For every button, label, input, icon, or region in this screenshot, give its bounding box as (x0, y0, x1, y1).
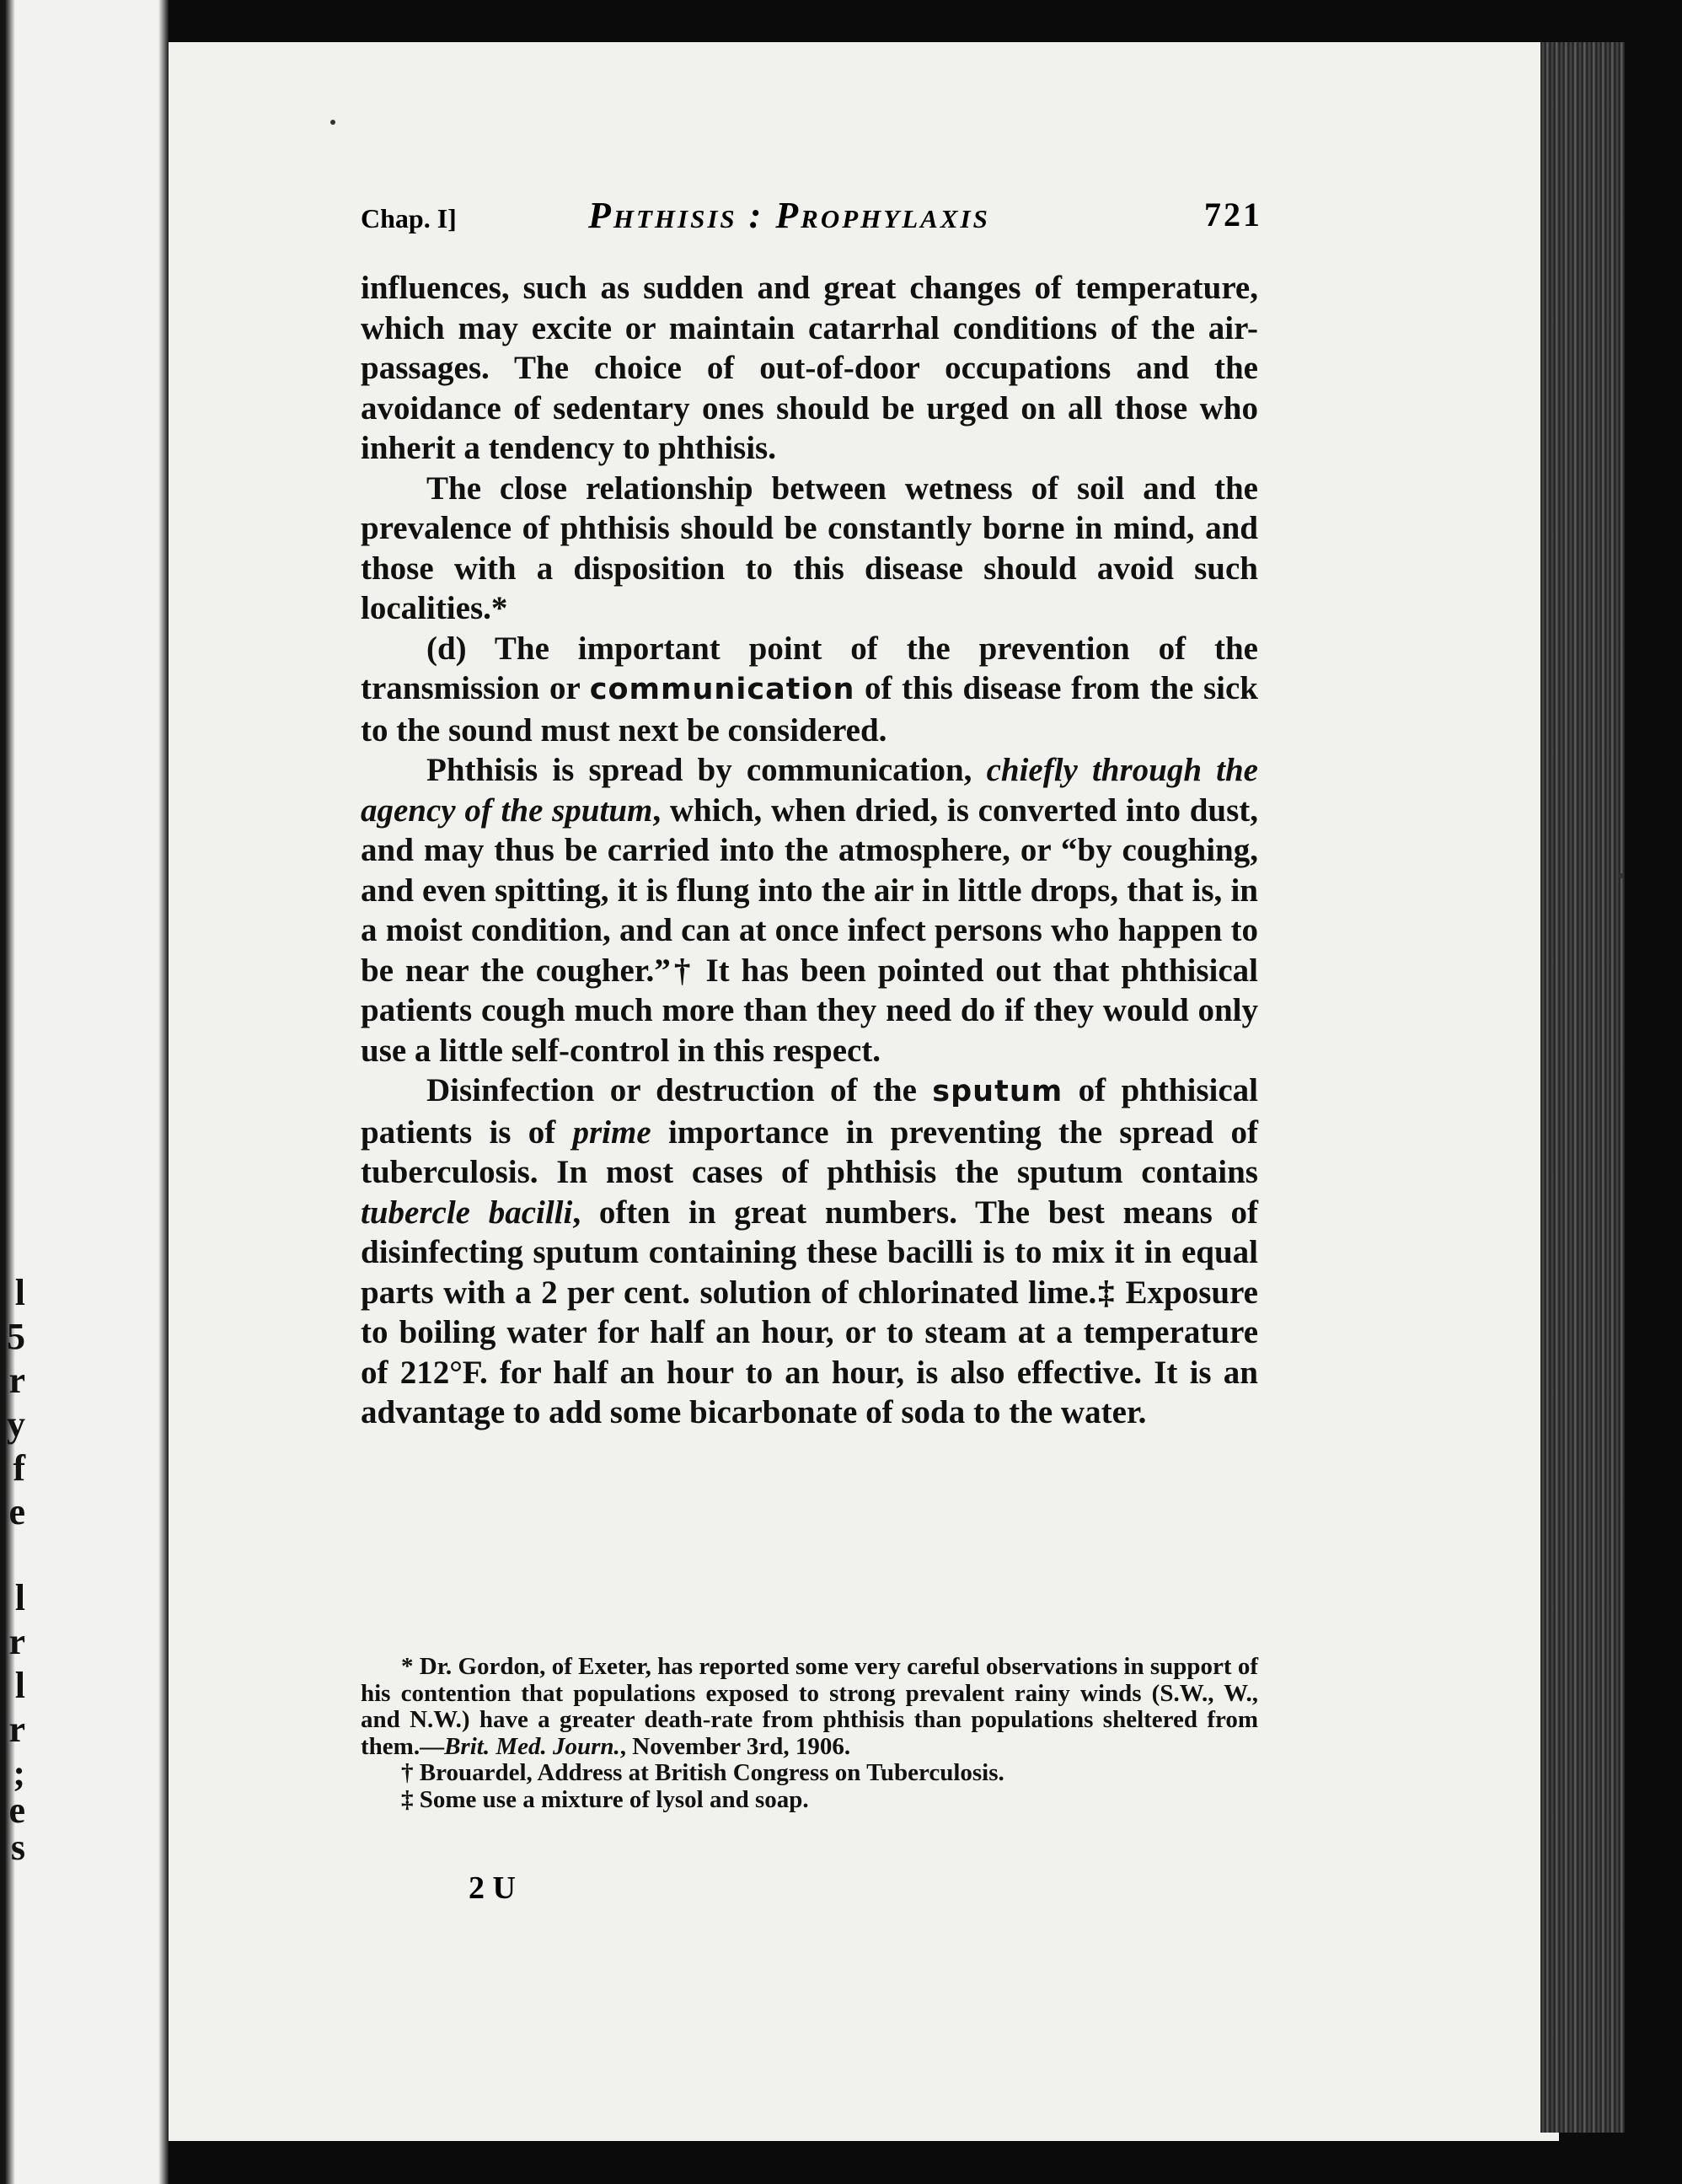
book-spine-edge (1540, 42, 1625, 2133)
paragraph-text: , often in great numbers. The best means of disinfecting sputum containing these bacilli is to mix it in equal parts with a 2 per cent. solution of chlorinated lime.‡ Exposure to boiling water for half an hour, or to steam at a temperature of 212°F. for half an hour to an hour, is also effective. It is an advantage to add some bicarbonate of soda to the water. (361, 1194, 1258, 1430)
emphasis-italic: prime (572, 1113, 651, 1151)
paragraph (361, 629, 1258, 751)
margin-glyph: e (8, 1491, 25, 1532)
margin-glyph: 5 (7, 1316, 25, 1357)
footnote-text: , November 3rd, 1906. (619, 1732, 851, 1760)
paragraph-text: importance in preventing the spread of tuberculosis. In most cases of phthisis the sputum contains (361, 1113, 1258, 1190)
running-head (361, 190, 1262, 249)
footnotes (361, 1654, 1258, 1813)
margin-glyph: l (14, 1665, 25, 1706)
paragraph-text: Disinfection or destruction of the (426, 1072, 933, 1108)
paragraph (361, 1071, 1258, 1433)
margin-glyph: r (8, 1360, 25, 1401)
scan-speck (1619, 873, 1624, 878)
margin-glyph: s (10, 1827, 25, 1868)
paragraph-text: Phthisis is spread by communication, (426, 752, 987, 788)
margin-glyph: e (8, 1790, 25, 1831)
footnote: ‡ Some use a mixture of lysol and soap. (401, 1785, 809, 1813)
signature-mark: 2 U (469, 1870, 516, 1906)
footnote (361, 1654, 1258, 1760)
margin-glyph: f (13, 1447, 25, 1489)
margin-glyph: ; (13, 1752, 25, 1794)
paragraph (361, 469, 1258, 629)
paragraph (361, 268, 1258, 469)
emphasis-heavy: communication (589, 673, 855, 706)
footnote-text: * Dr. Gordon, of Exeter, has reported some very careful observations in support of his contention that populations exposed to strong prevalent rainy winds (S.W., W., and N.W.) have a greater death-rate from phthisis than populations sheltered from them.— (361, 1653, 1258, 1760)
emphasis-italic: tubercle bacilli (361, 1194, 573, 1231)
paragraph-text: , which, when dried, is converted into dust, and may thus be carried into the atmosphere, or “by coughing, and even spitting, it is flung into the air in little drops, that is, in a moist condition, and can at once infect persons who happen to be near the cougher.”† It has been pointed out that phthisical patients cough much more than they need do if they would only use a little self-control in this respect. (361, 791, 1259, 1069)
chapter-label: Chap. I] (361, 203, 457, 233)
paragraph-text: of phthisical patients is of (361, 1072, 1258, 1151)
footnote: † Brouardel, Address at British Congress on Tuberculosis. (401, 1759, 1004, 1786)
paragraph-text: of this disease from the sick to the sound must next be considered. (361, 670, 1258, 749)
paragraph-text: The close relationship between wetness of soil and the prevalence of phthisis should be constantly borne in mind, and those with a disposition to this disease should avoid such localities.* (361, 470, 1258, 626)
footnote-citation: Brit. Med. Journ. (444, 1732, 620, 1760)
paragraph (361, 750, 1258, 1071)
scan-speck (330, 120, 335, 125)
previous-page-edge (0, 0, 169, 2184)
margin-glyph: l (14, 1577, 25, 1618)
paragraph-text: (d) The important point of the prevention of the transmission or (361, 630, 1258, 706)
running-title: Phthisis : Prophylaxis (588, 195, 990, 236)
margin-glyph: r (8, 1709, 25, 1750)
emphasis-italic: chiefly through the agency of the sputum (361, 752, 1258, 829)
body-text (361, 268, 1258, 1433)
emphasis-heavy: sputum (932, 1075, 1063, 1108)
margin-glyph: l (14, 1272, 25, 1313)
margin-glyph: r (8, 1621, 25, 1662)
paragraph-text: influences, such as sudden and great changes of temperature, which may excite or maintain catarrhal conditions of the air-passages. The choice of out-of-door occupations and the avoidance of sedentary ones should be urged on all those who inherit a tendency to phthisis. (361, 270, 1258, 466)
margin-glyph: y (7, 1403, 25, 1445)
page-number: 721 (1204, 196, 1262, 233)
